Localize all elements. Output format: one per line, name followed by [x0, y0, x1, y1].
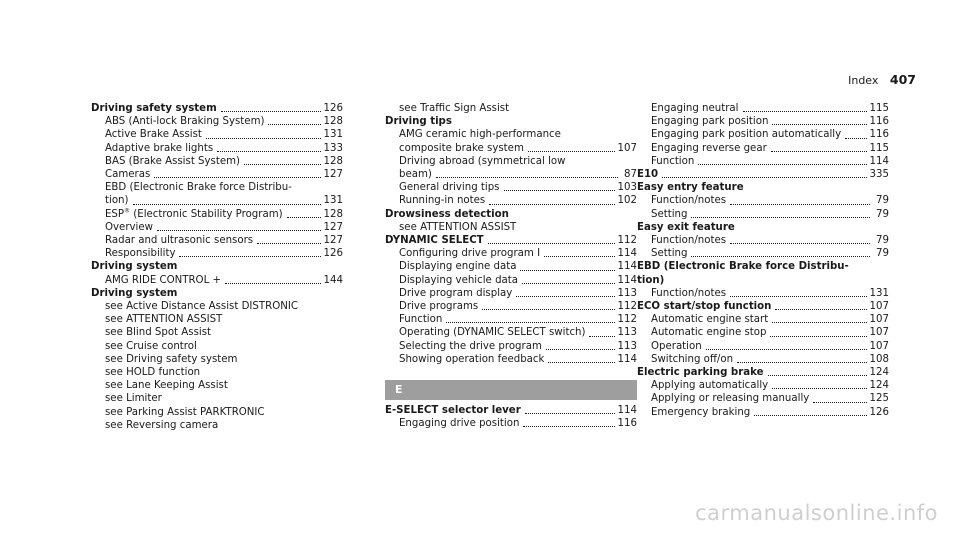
entry-text: Engaging reverse gear — [651, 142, 767, 154]
entry-text: see Traffic Sign Assist — [399, 103, 510, 114]
watermark: carmanualsonline.info — [695, 501, 938, 525]
index-entry — [385, 194, 637, 207]
leader-dots — [446, 321, 614, 323]
entry-text: Automatic engine start — [651, 314, 769, 326]
leader-dots — [489, 203, 614, 205]
entry-text: see Limiter — [105, 393, 162, 405]
entry-text: Responsibility — [105, 248, 176, 260]
index-entry — [637, 287, 889, 300]
leader-dots — [768, 374, 867, 376]
entry-text: AMG ceramic high-performance — [399, 129, 561, 141]
index-heading — [637, 274, 889, 287]
index-entry — [91, 353, 343, 366]
entry-text: Function/notes — [651, 195, 727, 207]
page-ref: 113 — [617, 327, 637, 339]
entry-text: Setting — [651, 208, 688, 220]
index-entry — [385, 287, 637, 300]
index-entry — [637, 155, 889, 168]
leader-dots — [225, 282, 321, 284]
entry-text: E-SELECT selector lever — [385, 405, 521, 417]
entry-text: Emergency braking — [651, 406, 751, 418]
page-ref: 126 — [869, 406, 889, 418]
entry-text: Driving abroad (symmetrical low — [399, 155, 566, 167]
index-entry — [91, 208, 343, 221]
entry-text: Driving system — [91, 287, 178, 299]
entry-text: Drive program display — [399, 287, 513, 299]
index-column-3 — [637, 102, 889, 419]
entry-text: Drowsiness detection — [385, 208, 509, 220]
page-ref: 102 — [617, 195, 637, 207]
page-header — [848, 72, 916, 87]
leader-dots — [482, 308, 614, 310]
index-entry — [385, 300, 637, 313]
entry-text: tion) — [105, 195, 129, 207]
index-entry — [91, 274, 343, 287]
leader-dots — [523, 425, 614, 427]
leader-dots — [772, 321, 866, 323]
index-entry — [91, 221, 343, 234]
leader-dots — [287, 216, 321, 218]
leader-dots — [706, 348, 867, 350]
index-heading — [637, 181, 889, 194]
index-entry — [385, 247, 637, 260]
leader-dots — [206, 137, 321, 139]
index-heading — [91, 287, 343, 300]
entry-text: Function — [399, 314, 443, 326]
entry-text: Function/notes — [651, 235, 727, 247]
entry-text: Easy exit feature — [637, 221, 735, 233]
index-entry — [91, 379, 343, 392]
leader-dots — [179, 255, 320, 257]
page-ref: 107 — [869, 314, 889, 326]
index-entry — [91, 155, 343, 168]
entry-text: see Driving safety system — [105, 353, 238, 365]
entry-text: Operation — [651, 340, 702, 352]
index-entry — [91, 168, 343, 181]
page-ref: 79 — [876, 248, 889, 260]
index-entry — [385, 260, 637, 273]
entry-text: EBD (Electronic Brake force Distribu- — [105, 182, 292, 194]
leader-dots — [528, 150, 615, 152]
page-ref: 125 — [869, 393, 889, 405]
entry-text: Active Brake Assist — [105, 129, 202, 141]
entry-text: Selecting the drive program — [399, 340, 542, 352]
entry-text: Function — [651, 155, 695, 167]
entry-text: see Lane Keeping Assist — [105, 380, 228, 392]
leader-dots — [730, 203, 870, 205]
index-entry — [637, 102, 889, 115]
leader-dots — [257, 242, 320, 244]
page-ref: 131 — [323, 129, 343, 141]
entry-text: ABS (Anti-lock Braking System) — [105, 116, 265, 128]
entry-text: Function/notes — [651, 287, 727, 299]
page-ref: 114 — [617, 353, 637, 365]
index-heading — [637, 221, 889, 234]
index-heading — [637, 168, 889, 181]
leader-dots — [743, 110, 867, 112]
index-entry — [637, 247, 889, 260]
index-entry — [385, 128, 637, 141]
index-heading — [385, 234, 637, 247]
leader-dots — [544, 255, 614, 257]
entry-text: Showing operation feedback — [399, 353, 545, 365]
index-entry — [385, 155, 637, 168]
page-ref: 112 — [617, 235, 637, 247]
page-ref: 103 — [617, 182, 637, 194]
index-entry — [91, 340, 343, 353]
page-ref: 107 — [869, 301, 889, 313]
entry-text: EBD (Electronic Brake force Distribu- — [637, 261, 849, 273]
index-entry — [637, 313, 889, 326]
page-ref: 128 — [323, 116, 343, 128]
index-entry — [637, 392, 889, 405]
page-ref: 335 — [869, 169, 889, 181]
entry-text: Engaging park position — [651, 116, 769, 128]
page-ref: 124 — [869, 380, 889, 392]
index-entry — [385, 313, 637, 326]
page-ref: 112 — [617, 314, 637, 326]
entry-text: DYNAMIC SELECT — [385, 235, 484, 247]
leader-dots — [754, 414, 866, 416]
index-entry — [637, 194, 889, 207]
entry-text: see ATTENTION ASSIST — [399, 221, 517, 233]
leader-dots — [813, 401, 866, 403]
page-ref: 127 — [323, 221, 343, 233]
index-entry — [91, 406, 343, 419]
leader-dots — [157, 229, 321, 231]
leader-dots — [737, 361, 866, 363]
index-entry — [91, 326, 343, 339]
index-entry — [637, 340, 889, 353]
index-entry — [637, 234, 889, 247]
entry-text: Radar and ultrasonic sensors — [105, 235, 254, 247]
page-ref: 116 — [617, 418, 637, 430]
index-entry — [637, 115, 889, 128]
entry-text: see HOLD function — [105, 367, 201, 379]
leader-dots — [133, 203, 321, 205]
index-entry — [637, 128, 889, 141]
index-entry — [385, 181, 637, 194]
index-heading — [91, 260, 343, 273]
index-heading — [385, 115, 637, 128]
page-ref: 107 — [617, 142, 637, 154]
index-column-1 — [91, 102, 343, 432]
leader-dots — [662, 176, 866, 178]
entry-text: see Blind Spot Assist — [105, 327, 212, 339]
page-ref: 114 — [617, 405, 637, 417]
entry-text: beam) — [399, 169, 432, 181]
page-ref: 113 — [617, 340, 637, 352]
page-ref: 79 — [876, 195, 889, 207]
index-entry — [637, 208, 889, 221]
leader-dots — [772, 123, 866, 125]
entry-text: Engaging neutral — [651, 103, 739, 114]
index-entry — [385, 274, 637, 287]
index-heading — [637, 260, 889, 273]
entry-text: Drive programs — [399, 301, 479, 313]
leader-dots — [730, 295, 867, 297]
page-ref: 114 — [617, 261, 637, 273]
index-heading — [637, 300, 889, 313]
index-entry — [91, 194, 343, 207]
page-ref: 128 — [323, 155, 343, 167]
entry-text: Cameras — [105, 169, 151, 181]
leader-dots — [589, 335, 614, 337]
entry-text: Operating (DYNAMIC SELECT switch) — [399, 327, 586, 339]
entry-text: Driving safety system — [91, 103, 217, 114]
entry-text: see Parking Assist PARKTRONIC — [105, 406, 265, 418]
page-ref: 107 — [869, 340, 889, 352]
entry-text: General driving tips — [399, 182, 500, 194]
index-entry — [91, 128, 343, 141]
page-ref: 79 — [876, 208, 889, 220]
index-entry — [91, 366, 343, 379]
page-ref: 79 — [876, 235, 889, 247]
leader-dots — [504, 189, 615, 191]
index-column-2 — [385, 102, 637, 430]
leader-dots — [154, 176, 320, 178]
index-entry — [637, 326, 889, 339]
leader-dots — [546, 348, 615, 350]
index-entry — [91, 234, 343, 247]
page-ref: 131 — [323, 195, 343, 207]
index-entry — [91, 247, 343, 260]
page-number: 407 — [889, 72, 916, 87]
entry-text: see Active Distance Assist DISTRONIC — [105, 301, 298, 313]
entry-text: Overview — [105, 221, 153, 233]
leader-dots — [730, 242, 870, 244]
index-entry — [91, 181, 343, 194]
entry-text: Running-in notes — [399, 195, 486, 207]
leader-dots — [845, 137, 866, 139]
leader-dots — [698, 163, 866, 165]
section-letter-bar: E — [385, 380, 637, 400]
index-entry — [91, 115, 343, 128]
page-ref: 126 — [323, 248, 343, 260]
index-entry — [385, 102, 637, 115]
leader-dots — [770, 335, 866, 337]
entry-text: Engaging park position automatically — [651, 129, 842, 141]
page-ref: 116 — [869, 116, 889, 128]
leader-dots — [548, 361, 614, 363]
index-entry — [91, 419, 343, 432]
index-entry — [385, 168, 637, 181]
leader-dots — [488, 242, 615, 244]
leader-dots — [268, 123, 320, 125]
entry-text: tion) — [637, 274, 665, 286]
entry-text: Applying automatically — [651, 380, 769, 392]
leader-dots — [691, 255, 870, 257]
index-entry — [385, 353, 637, 366]
page-ref: 128 — [323, 208, 343, 220]
leader-dots — [436, 176, 618, 178]
page-ref: 113 — [617, 287, 637, 299]
leader-dots — [244, 163, 321, 165]
leader-dots — [525, 412, 615, 414]
index-entry — [91, 142, 343, 155]
index-entry — [637, 353, 889, 366]
page-ref: 114 — [869, 155, 889, 167]
page-ref: 107 — [869, 327, 889, 339]
entry-text: Driving system — [91, 261, 178, 273]
page-ref: 124 — [869, 367, 889, 379]
index-heading — [91, 102, 343, 115]
entry-text: Automatic engine stop — [651, 327, 767, 339]
index-entry — [385, 340, 637, 353]
index-entry — [385, 417, 637, 430]
leader-dots — [221, 110, 321, 112]
entry-text: Displaying vehicle data — [399, 274, 519, 286]
entry-text: Driving tips — [385, 116, 452, 128]
entry-text: composite brake system — [399, 142, 524, 154]
entry-text: E10 — [637, 169, 659, 181]
leader-dots — [516, 295, 614, 297]
page-ref: 87 — [624, 169, 637, 181]
index-entry — [385, 142, 637, 155]
entry-text: see Cruise control — [105, 340, 197, 352]
index-heading — [385, 208, 637, 221]
entry-text: Adaptive brake lights — [105, 142, 214, 154]
entry-text: Switching off/on — [651, 353, 734, 365]
entry-text: ECO start/stop function — [637, 301, 772, 313]
index-entry — [637, 142, 889, 155]
entry-text: Electric parking brake — [637, 367, 764, 379]
index-entry — [637, 406, 889, 419]
entry-text: AMG RIDE CONTROL + — [105, 274, 222, 286]
index-entry — [637, 379, 889, 392]
page-ref: 116 — [869, 129, 889, 141]
entry-text: Engaging drive position — [399, 418, 520, 430]
entry-text: Easy entry feature — [637, 182, 744, 194]
leader-dots — [522, 282, 615, 284]
leader-dots — [520, 269, 614, 271]
page-ref: 131 — [869, 287, 889, 299]
page-header-title: Index — [848, 74, 879, 87]
leader-dots — [775, 308, 866, 310]
entry-text: see Reversing camera — [105, 419, 219, 431]
entry-text: Applying or releasing manually — [651, 393, 810, 405]
index-heading — [637, 366, 889, 379]
index-entry — [385, 326, 637, 339]
leader-dots — [772, 387, 866, 389]
index-entry — [91, 392, 343, 405]
page-ref: 127 — [323, 169, 343, 181]
index-entry — [91, 313, 343, 326]
index-heading — [385, 404, 637, 417]
entry-text: Displaying engine data — [399, 261, 517, 273]
page-ref: 114 — [617, 274, 637, 286]
page-ref: 115 — [869, 103, 889, 114]
page-ref: 115 — [869, 142, 889, 154]
entry-text: BAS (Brake Assist System) — [105, 155, 241, 167]
entry-text: see ATTENTION ASSIST — [105, 314, 223, 326]
leader-dots — [691, 216, 870, 218]
index-entry — [91, 300, 343, 313]
entry-text: Configuring drive program I — [399, 248, 541, 260]
entry-text: Setting — [651, 248, 688, 260]
entry-text: ESP® (Electronic Stability Program) — [105, 207, 283, 220]
page-ref: 114 — [617, 248, 637, 260]
page-ref: 126 — [323, 103, 343, 114]
index-entry — [385, 221, 637, 234]
page-ref: 108 — [869, 353, 889, 365]
leader-dots — [217, 150, 320, 152]
page-ref: 127 — [323, 235, 343, 247]
page-ref: 112 — [617, 301, 637, 313]
page-ref: 133 — [323, 142, 343, 154]
page-ref: 144 — [323, 274, 343, 286]
leader-dots — [771, 150, 867, 152]
